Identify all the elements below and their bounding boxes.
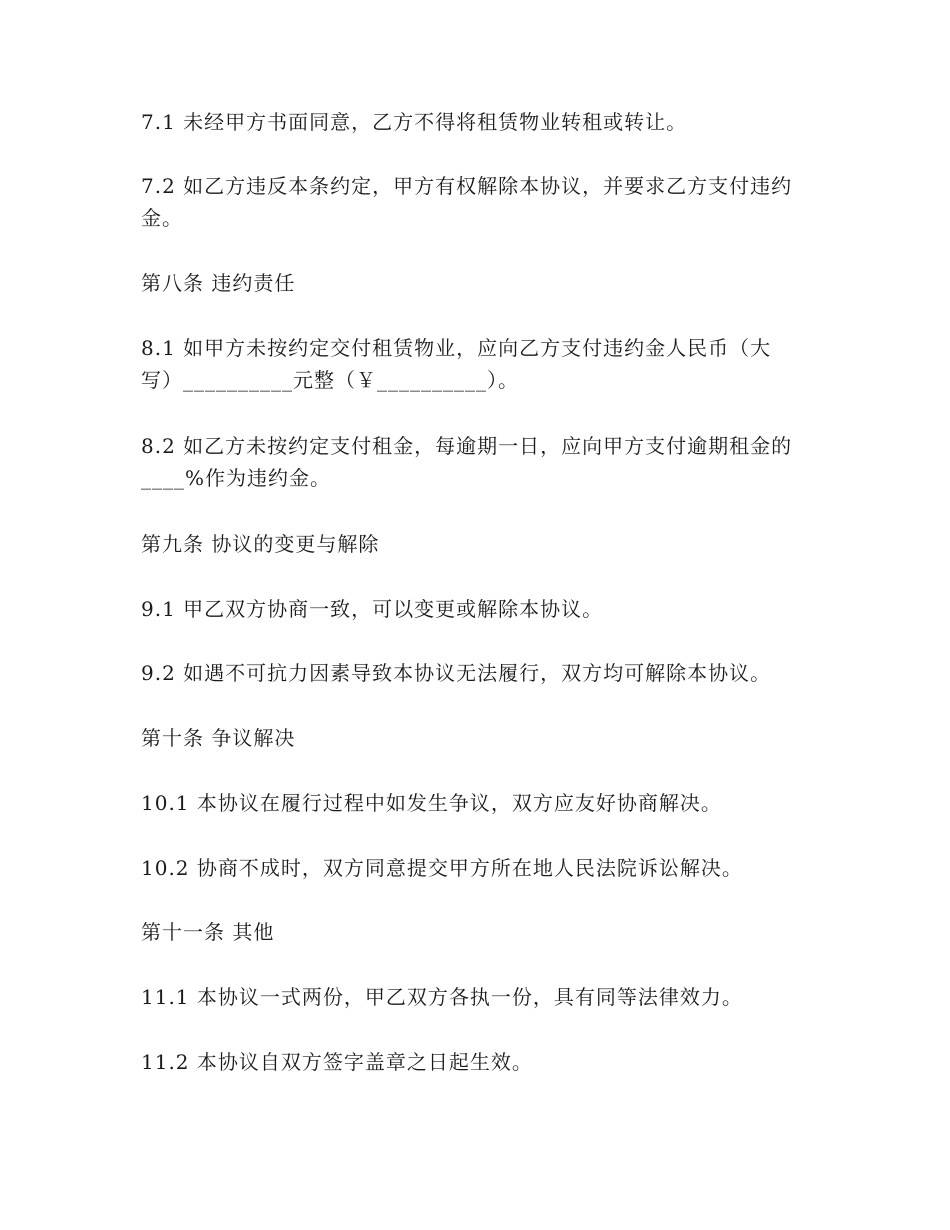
clause-7-1: 7.1 未经甲方书面同意，乙方不得将租赁物业转租或转让。 — [141, 110, 688, 134]
clause-8-2: 8.2 如乙方未按约定支付租金，每逾期一日，应向甲方支付逾期租金的____%作为违约金。 — [141, 434, 793, 490]
clause-8-1: 8.1 如甲方未按约定交付租赁物业，应向乙方支付违约金人民币（大写）__________元整（￥__________）。 — [141, 336, 772, 392]
section-heading-8: 第八条 违约责任 — [141, 271, 296, 295]
clause-9-1: 9.1 甲乙双方协商一致，可以变更或解除本协议。 — [141, 597, 604, 621]
clause-7-2: 7.2 如乙方违反本条约定，甲方有权解除本协议，并要求乙方支付违约金。 — [141, 174, 793, 230]
section-heading-9: 第九条 协议的变更与解除 — [141, 532, 380, 556]
clause-11-2: 11.2 本协议自双方签字盖章之日起生效。 — [141, 1050, 533, 1074]
clause-9-2: 9.2 如遇不可抗力因素导致本协议无法履行，双方均可解除本协议。 — [141, 661, 772, 685]
section-heading-11: 第十一条 其他 — [141, 920, 275, 944]
section-heading-10: 第十条 争议解决 — [141, 726, 296, 750]
clause-10-1: 10.1 本协议在履行过程中如发生争议，双方应友好协商解决。 — [141, 791, 722, 815]
clause-10-2: 10.2 协商不成时，双方同意提交甲方所在地人民法院诉讼解决。 — [141, 856, 743, 880]
clause-11-1: 11.1 本协议一式两份，甲乙双方各执一份，具有同等法律效力。 — [141, 985, 743, 1009]
